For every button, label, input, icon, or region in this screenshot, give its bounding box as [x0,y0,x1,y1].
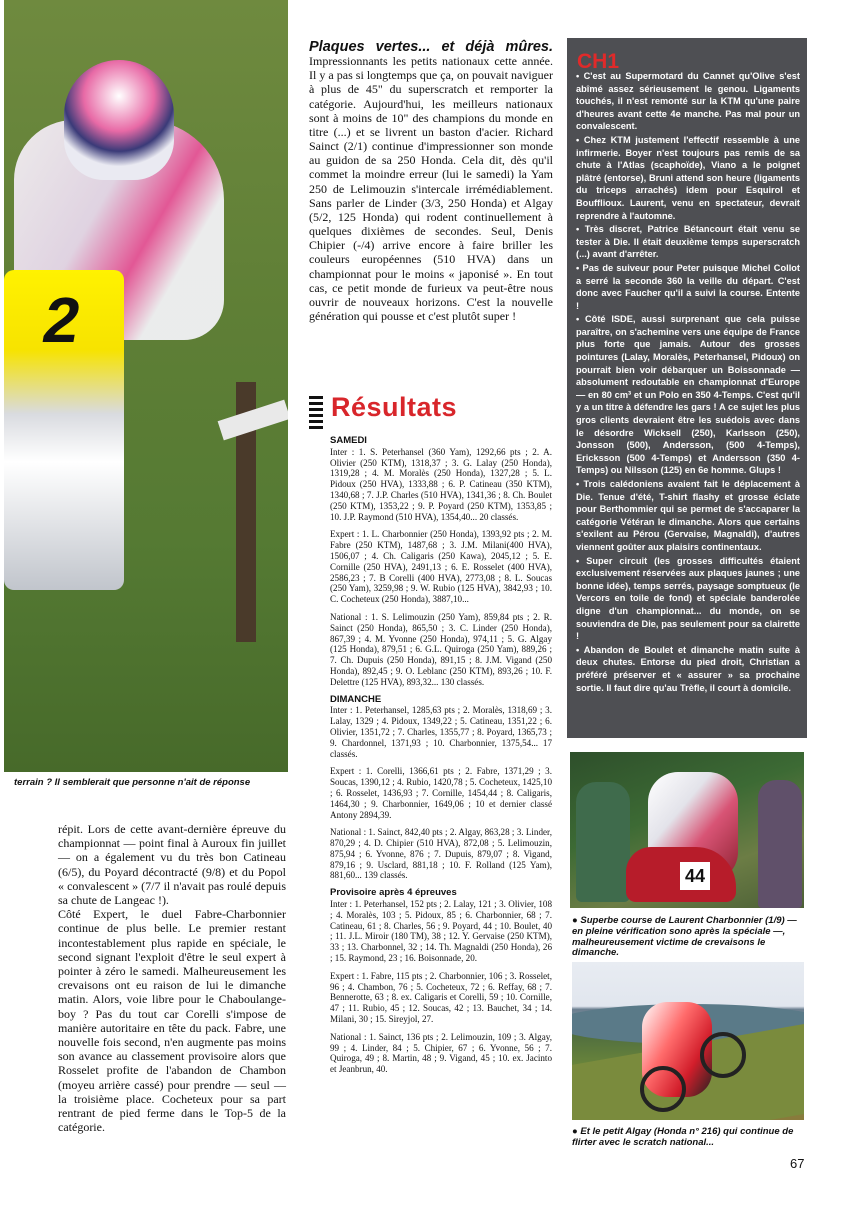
provisoire-heading: Provisoire après 4 épreuves [330,887,457,899]
number-plate: 2 [37,284,87,356]
results-heading [309,392,554,432]
provisoire-inter: Inter : 1. Peterhansel, 152 pts ; 2. Lalay, 121 ; 3. Olivier, 108 ; 4. Moralès, 103 ; 5. Pidoux, 85 ; 6. Charbonnier, 68 ; 7. Catineau, 61 ; 8. Charles, 56 ; 9. Poyard, 44 ; 10. Boulet, 40 ; 11. J.L. Miroir (180 TM), 38 ; 12. Y. Gervaise (250 KTM), 33 ; 13. Charbonnel, 32 ; 14. Th. Magnaldi (250 Honda), 26 ; 15. Raymond, 23 ; 16. Boisonnade, 20. [330,899,552,964]
samedi-heading: SAMEDI [330,435,367,446]
box-paragraph: • Super circuit (les grosses difficultés étaient exclusivement réservées aux plaques jaunes ; une bonne idée), temps serrés, paysage somptueux (le Vercors en toile de fond) et spéciale banderolée digne d'un championnat... du monde, on se souviendra de Die, pas seulement pour sa clairette ! [576,555,800,642]
left-paragraph-2: Côté Expert, le duel Fabre-Charbonnier continue de plus belle. Le premier restant incontestablement plus rapide en spéciale, le second signant l'exploit d'être le seul expert à pointer à zéro le samedi. Malheureusement les crevaisons ont eu raison de lui le dimanche matin. Alors, voie libre pour le Chaboulange-boy ? Pas du tout car Corelli s'impose de manière autoritaire en tête du pack. Fabre, une nouvelle fois second, n'en augmente pas moins son avance au classement provisoire alors que Rosselet profite de l'abandon de Chambon (moyeu arrière cassé) pour prendre — seul — la troisième place. Cocheteux pour sa part rentrant de pied ferme dans le Top-5 de la catégorie. [58,907,286,1135]
box-paragraph: • Pas de suiveur pour Peter puisque Michel Collot a serré la seconde 360 la veille du départ. C'est donc avec Faucher qu'il a suivi la course. Entente ! [576,262,800,311]
front-wheel [700,1032,746,1078]
middle-text-column [309,40,553,323]
page-number: 67 [790,1156,805,1171]
provisoire-national: National : 1. Sainct, 136 pts ; 2. Lelimouzin, 109 ; 3. Algay, 99 ; 4. Linder, 84 ; 5. Chipier, 67 ; 6. Yvonne, 56 ; 7. Quiroga, 49 ; 8. Martin, 48 ; 9. Vigand, 45 ; 10. ex. Jacinto et Jeanbrun, 40. [330,1031,552,1075]
samedi-inter: Inter : 1. S. Peterhansel (360 Yam), 1292,66 pts ; 2. A. Olivier (250 KTM), 1318,37 ; 3. G. Lalay (250 Honda), 1319,28 ; 4. M. Moralès (250 Honda), 1327,28 ; 5. L. Pidoux (250 HVA), 1333,88 ; 6. P. Catineau (350 KTM), 1340,68 ; 7. J.P. Charles (510 HVA), 1341,36 ; 8. Ch. Boulet (250 KTM), 1353,22 ; 9. P. Poyard (250 KTM), 1353,85 ; 10. J.P. Raymond (510 HVA), 1354,40... 20 classés. [330,446,552,522]
box-paragraph: • Côté ISDE, aussi surprenant que cela puisse paraître, on s'achemine vers une équipe de France plus forte que jamais. Autour des grosses pointures (Lalay, Moralès, Peterhansel, Pidoux) on pourrait bien voir débarquer un Boissonnade — absolument redoutable en championnat d'Europe — en 80 cm³ et un Polo en 350 4-Temps. C'est qu'il y a un titre à défendre les gars ! A ce sujet les plus gros clients devraient être les suédois avec dans le désordre Wicksell (250), Karlsson (250), Jonsson (500), Andersson, (500 4-Temps), Ericksson (500 4-Temps) et Andersson (350 4-Temps) ou Nilsson (125) en 6e homme. Glups ! [576,314,800,476]
box-paragraph: • Trois calédoniens avaient fait le déplacement à Die. Tenue d'été, T-shirt flashy et grosse éclate pour Berthommier qui se permet de s'accaparer la catégorie Vétéran le dimanche. Alors que certains s'exilent au Pérou (Gervaise, Magnaldi), d'autres viennent goûter aux plaisirs continentaux. [576,479,800,552]
photo-caption-charbonnier: ● Superbe course de Laurent Charbonnier (1/9) — en pleine vérification sono après la spéciale —, malheureusement victime de crevaisons le dimanche. [572,915,797,959]
photo-charbonnier [570,752,804,908]
dimanche-heading: DIMANCHE [330,693,382,705]
results-title: Résultats [331,392,458,422]
box-paragraph: • Très discret, Patrice Bétancourt était venu se tester à Die. Il était deuxième temps superscratch (...) avant d'arrêter. [576,224,800,260]
dimanche-national: National : 1. Sainct, 842,40 pts ; 2. Algay, 863,28 ; 3. Linder, 870,29 ; 4. D. Chipier (510 HVA), 872,08 ; 5. Lelimouzin, 875,94 ; 6. Yvonne, 876 ; 7. Dupuis, 879,07 ; 8. Vigand, 879,16 ; 9. Usclard, 881,18 ; 10. F. Rolland (125 Yam), 881,60... 139 classés. [330,827,552,881]
rider-photo [4,0,288,772]
sidebar-box [567,38,807,738]
box-title: CH1 [577,50,620,73]
provisoire-expert: Expert : 1. Fabre, 115 pts ; 2. Charbonnier, 106 ; 3. Rosselet, 96 ; 4. Chambon, 76 ; 5. Cocheteux, 72 ; 6. Reffay, 68 ; 7. Bennerotte, 63 ; 8. ex. Caligaris et Corelli, 59 ; 10. Cornille, 47 ; 11. Rubio, 45 ; 12. Soucas, 42 ; 13. Bauchet, 34 ; 14. Milani, 30 ; 15. Sireyjol, 27. [330,970,552,1025]
left-paragraph-1: répit. Lors de cette avant-dernière épreuve du championnat — point final à Auroux fin juillet — on a également vu du très bon Catineau (6/5), du Poyard décontracté (9/8) et du Popol « convalescent » (7/7 il n'avait pas roulé depuis sa chute de Langeac !). [58,822,286,908]
box-body [576,70,800,695]
photo-algay [572,962,804,1120]
spectator-right [758,780,802,908]
box-paragraph: • Abandon de Boulet et dimanche matin suite à deux chutes. Entorse du pied droit, Christian a préféré préserver et « assurer » sa prochaine sortie. Il faut dire qu'au Trèfle, il court à domicile. [576,644,800,693]
samedi-national: National : 1. S. Lelimouzin (250 Yam), 859,84 pts ; 2. R. Sainct (250 Honda), 865,50 ; 3. C. Linder (250 Honda), 867,39 ; 4. M. Yvonne (250 Honda), 974,11 ; 5. G. Algay (125 Honda), 879,51 ; 6. G.L. Quiroga (250 Yam), 889,26 ; 7. Ch. Dupuis (250 Honda), 891,15 ; 8. J.M. Vigand (250 Honda), 892,45 ; 9. O. Leblanc (250 KTM), 893,26 ; 10. F. Delettre (125 HVA), 893,32... 130 classés. [330,611,552,687]
stripe-bars-icon [309,396,323,430]
box-paragraph: • C'est au Supermotard du Cannet qu'Olive s'est abîmé assez sérieusement le genou. Ligaments touchés, il n'est remonté sur la KTM qu'une paire d'heures avant cette 4e manche. Pas mal pour un convalescent. [576,71,800,132]
box-paragraph: • Chez KTM justement l'effectif ressemble à une infirmerie. Boyer n'est toujours pas remis de sa chute à l'Atlas (scaphoïde), Viano a le poignet plâtré (entorse), Bruni attend son heure (ligaments du triceps arrachés) idem pour Esquirol et Boufflioux. Laurent, venu en spectateur, devrait reprendre à l'automne. [576,134,800,221]
rear-wheel [640,1066,686,1112]
bike-number: 44 [680,862,710,890]
section-lead: Plaques vertes... et déjà mûres. [309,39,553,55]
results-list [330,436,552,1082]
samedi-expert: Expert : 1. L. Charbonnier (250 Honda), 1393,92 pts ; 2. M. Fabre (250 KTM), 1487,68 ; 3. J.M. Milani(400 HVA), 1506,07 ; 4. Ch. Caligaris (250 Kawa), 2045,12 ; 5. E. Cornille (250 HVA), 2491,13 ; 6. E. Rosselet (400 HVA), 2586,23 ; 7. B Corelli (400 HVA), 2773,08 ; 8. L. Soucas (250 Yam), 3259,98 ; 9. W. Rubio (125 HVA), 3842,93 ; 10. C. Cocheteux (250 Honda), 3887,10... [330,529,552,605]
rider-helmet [64,60,174,180]
photo-caption-top: terrain ? Il semblerait que personne n'ait de réponse [14,777,251,788]
middle-paragraph: Impressionnants les petits nationaux cette année. Il y a pas si longtemps que ça, on pouvait naviguer à plus de 45" du superscratch et remporter la catégorie. Aujourd'hui, les meilleurs nationaux sont à moins de 10" des champions du monde en titre (...) et se livrent un baston d'acier. Richard Sainct (2/1) continue d'impressionner son monde au guidon de sa 250 Honda. Cela dit, dès qu'il commet la moindre erreur (lui le samedi) la Yam 250 de Lelimouzin s'intercale irrémédiablement. Sans parler de Linder (3/3, 250 Honda) et Algay (5/2, 125 Honda) qui rodent continuellement à quelques dixièmes de secondes. Seul, Denis Chipier (-/4) arrive encore à faire briller les couleurs européennes (510 HVA) dans un championnat pour le moins « japonisé ». En tout cas, ce petit monde de furieux va peut-être nous ouvrir de nouveaux horizons. C'est la nouvelle génération qui pousse et c'est plutôt super ! [309,54,553,323]
photo-caption-algay: ● Et le petit Algay (Honda n° 216) qui continue de flirter avec le scratch national... [572,1126,794,1148]
dimanche-inter: Inter : 1. Peterhansel, 1285,63 pts ; 2. Moralès, 1318,69 ; 3. Lalay, 1329 ; 4. Pidoux, 1349,22 ; 5. Catineau, 1351,22 ; 6. Olivier, 1351,72 ; 7. Charles, 1355,77 ; 8. Poyard, 1365,73 ; 9. Chardonnel, 1371,93 ; 10. Charbonnier, 1375,54... 17 classés. [330,705,552,759]
left-text-column [58,822,286,1134]
spectator-left [576,782,630,902]
dimanche-expert: Expert : 1. Corelli, 1366,61 pts ; 2. Fabre, 1371,29 ; 3. Soucas, 1390,12 ; 4. Rubio, 1420,78 ; 5. Cocheteux, 1425,10 ; 6. Rosselet, 1436,93 ; 7. Cornille, 1454,44 ; 8. Caligaris, 1464,30 ; 9. Charbonnier, 1649,06 ; 10 et dernier classé Antony 2894,39. [330,766,552,820]
